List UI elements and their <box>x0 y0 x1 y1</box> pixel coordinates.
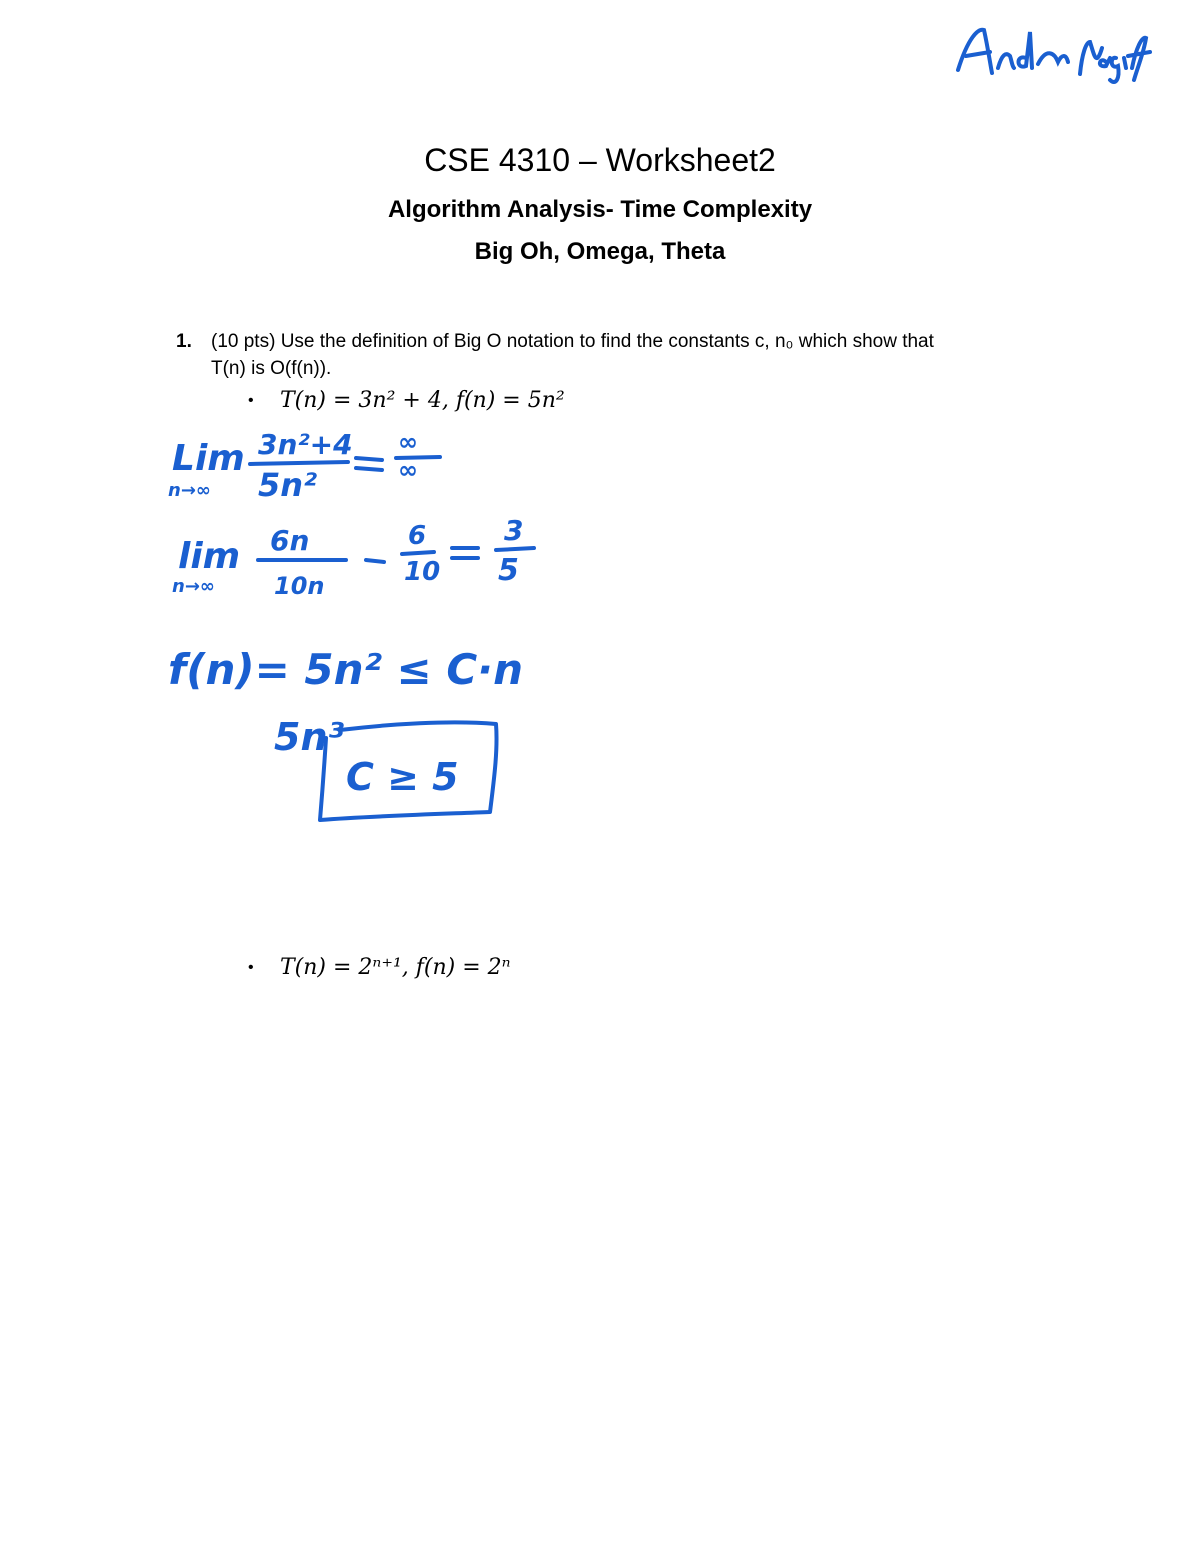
question-text-line1: (10 pts) Use the definition of Big O notation to find the constants c, n₀ which show that <box>211 331 934 352</box>
hw-result-denominator-2: 5 <box>498 553 519 588</box>
hw-fraction-numerator-1: 3n²+4 <box>258 428 353 461</box>
hw-lim-2: lim <box>178 536 241 577</box>
bullet-item <box>248 388 565 413</box>
hw-lim-1: Lim <box>172 438 245 479</box>
bullet-expression: T(n) = 2ⁿ⁺¹, f(n) = 2ⁿ <box>280 955 511 980</box>
question-number: 1. <box>176 331 192 352</box>
page-subtitle: Algorithm Analysis- Time Complexity <box>387 196 813 223</box>
page-title: CSE 4310 – Worksheet2 <box>424 142 776 178</box>
bullet-marker: • <box>248 392 254 409</box>
hw-5n-cubed: 5n³ <box>274 715 345 759</box>
hw-inequality: f(n)= 5n² ≤ C·n <box>168 645 524 694</box>
hw-fraction-denominator-1: 5n² <box>258 466 318 504</box>
question-1 <box>176 328 1066 382</box>
hw-boxed-answer: C ≥ 5 <box>346 755 459 799</box>
page-subtitle-topics: Big Oh, Omega, Theta <box>474 238 726 265</box>
bullet-expression: T(n) = 3n² + 4, f(n) = 5n² <box>280 388 565 413</box>
hw-result-numerator-2: 3 <box>504 514 524 547</box>
question-text-line2: T(n) is O(f(n)). <box>211 358 332 379</box>
handwritten-work <box>150 420 570 840</box>
hw-rhs-denominator-1: ∞ <box>398 456 418 484</box>
bullet-marker: • <box>248 959 254 976</box>
hw-fraction-numerator-2: 6n <box>270 524 310 557</box>
hw-rhs-numerator-1: ∞ <box>398 428 418 456</box>
hw-mid-denominator-2: 10 <box>404 557 441 587</box>
bullet-item <box>248 955 511 980</box>
hw-lim-sub-1: n→∞ <box>168 480 211 501</box>
hw-lim-sub-2: n→∞ <box>172 576 215 597</box>
hw-fraction-denominator-2: 10n <box>274 572 325 600</box>
hw-mid-numerator-2: 6 <box>408 521 427 551</box>
signature <box>950 18 1155 88</box>
